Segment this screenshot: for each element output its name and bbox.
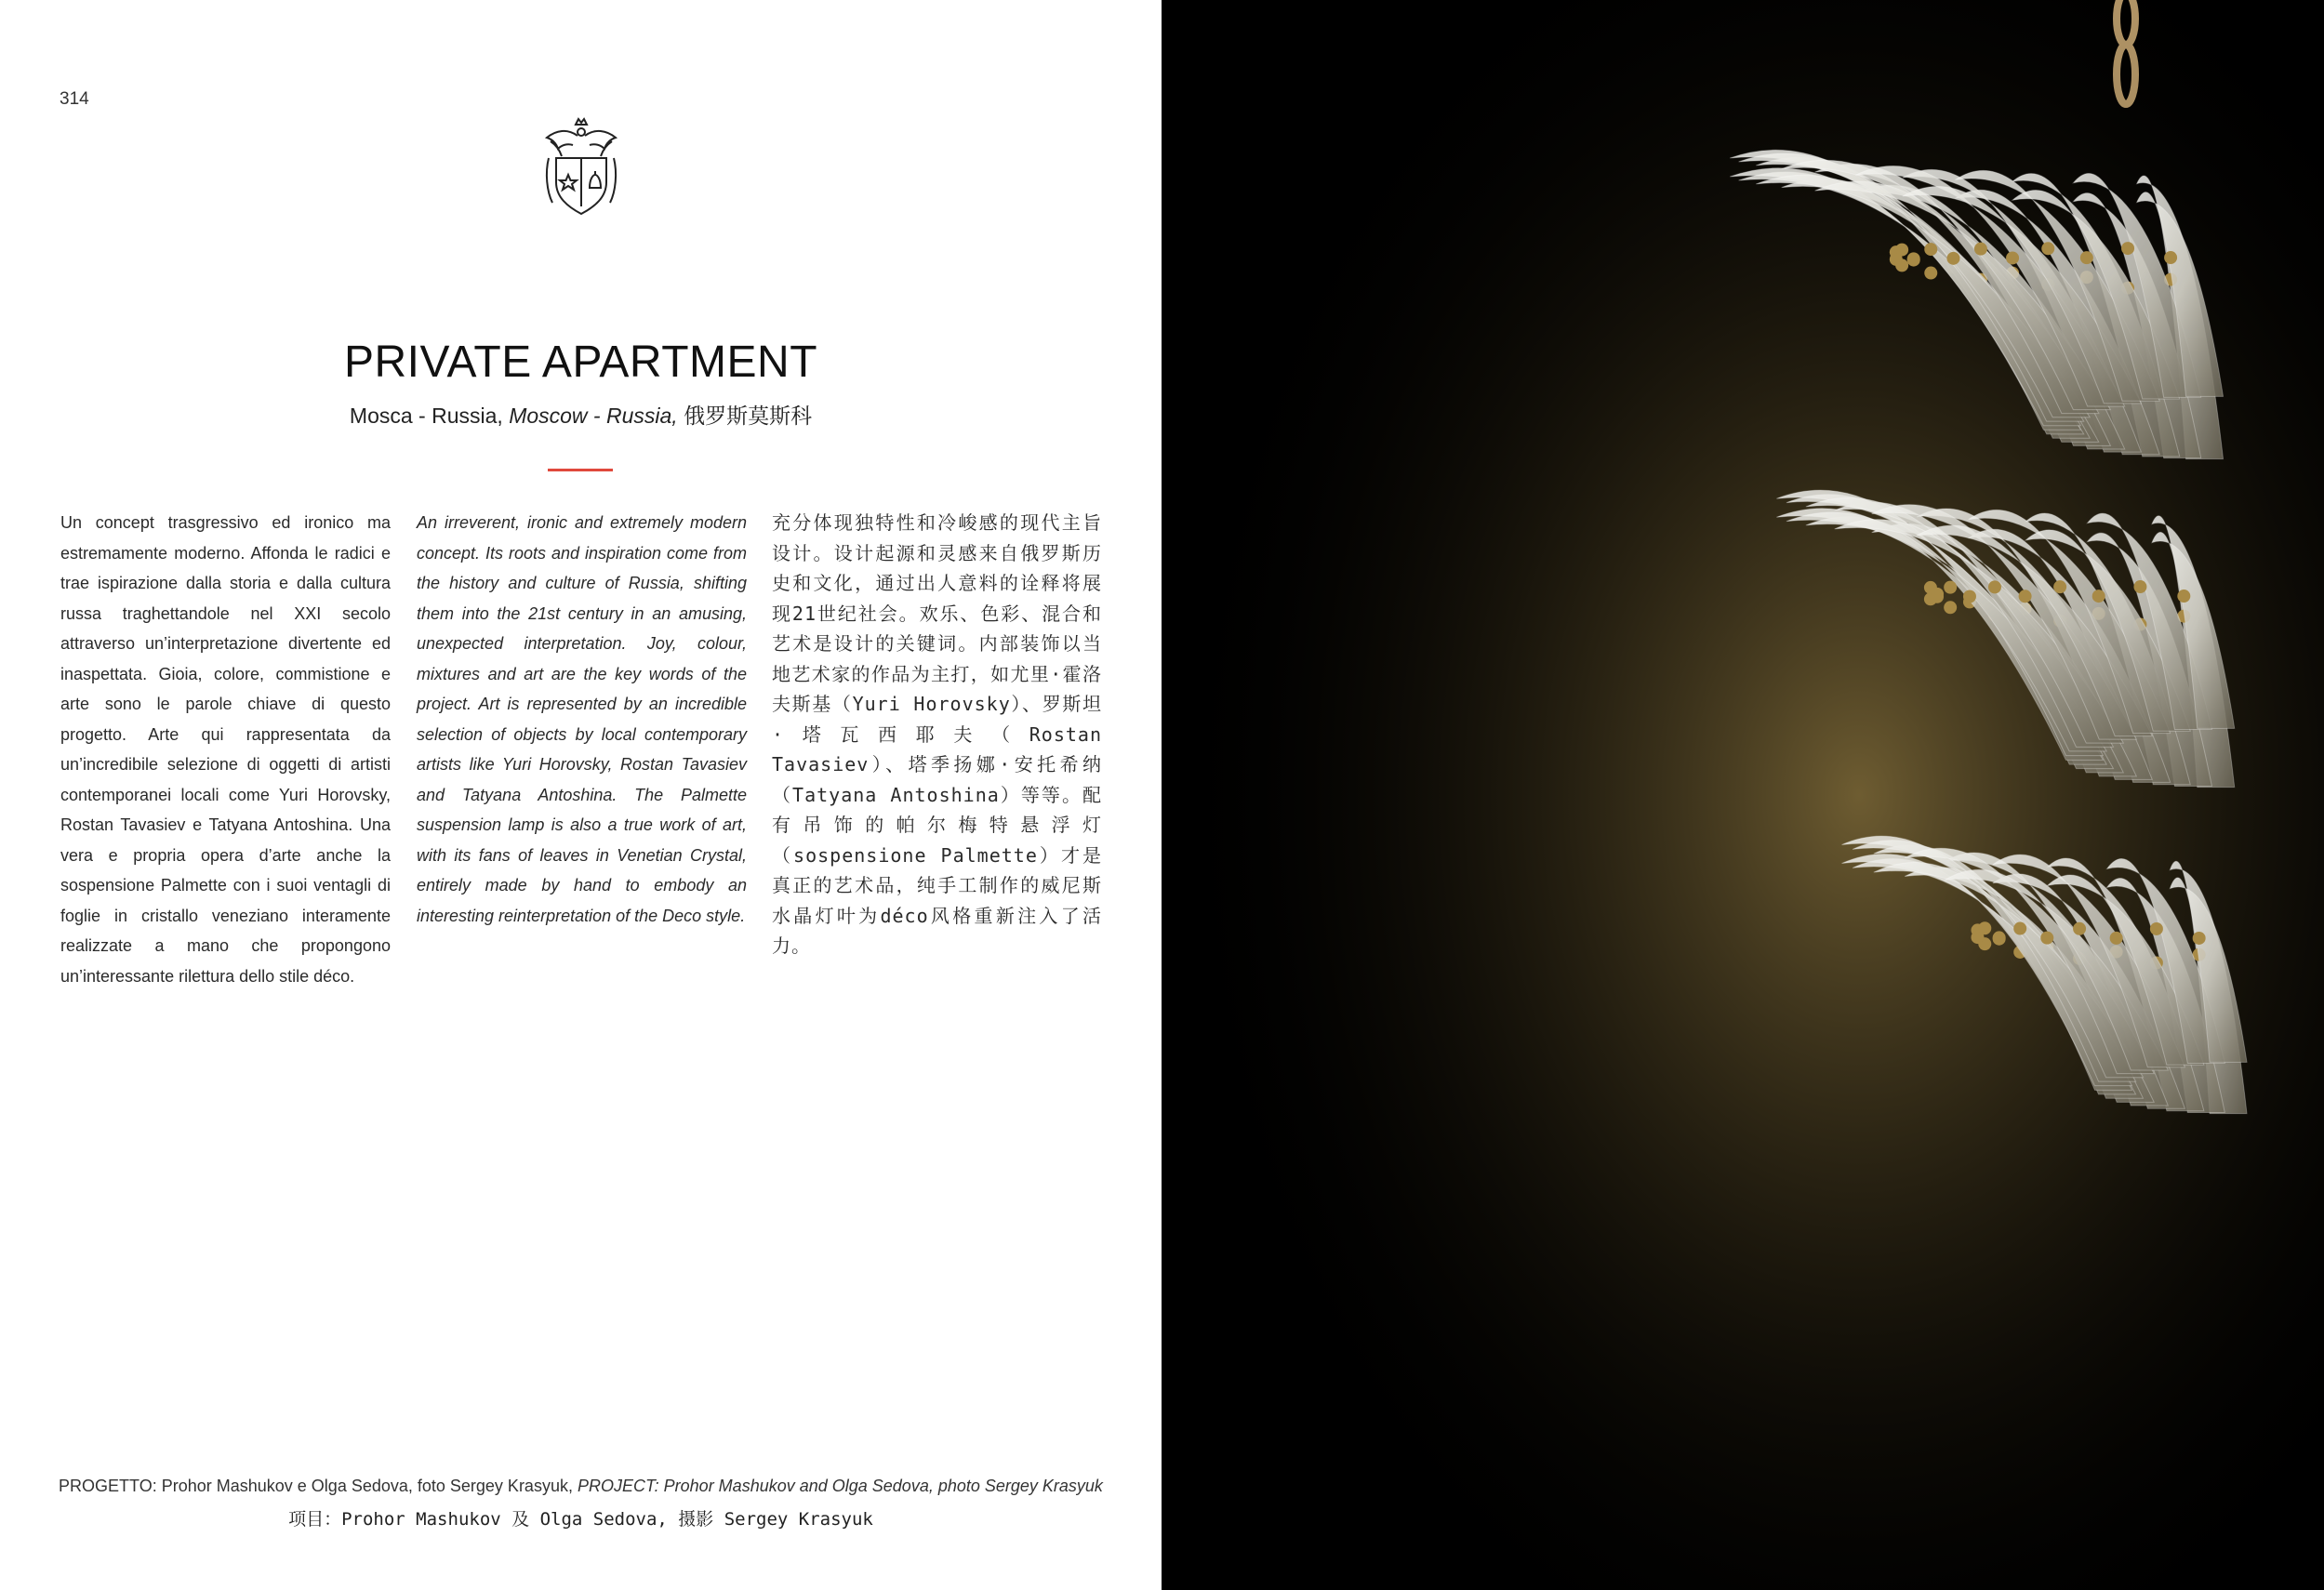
brass-pin [1944, 581, 1957, 594]
brass-pin [1978, 921, 1991, 934]
brass-pin [1946, 252, 1959, 265]
brass-pin [2053, 580, 2066, 593]
brass-pin [1924, 243, 1937, 256]
page-title: PRIVATE APARTMENT [343, 338, 818, 387]
brass-pin [1993, 931, 2006, 944]
brass-pin [2019, 590, 2032, 603]
brass-pin [2006, 251, 2019, 264]
brass-pin [2193, 932, 2206, 945]
brass-pin [2073, 922, 2086, 935]
location-chinese: 俄罗斯莫斯科 [684, 404, 813, 428]
location-italian: Mosca - Russia, [349, 404, 503, 428]
brass-pin [1931, 590, 1944, 603]
brass-pin [2013, 922, 2026, 935]
brass-pin [1895, 244, 1908, 257]
project-credits [0, 1477, 1162, 1496]
brass-pin [1907, 252, 1920, 265]
brass-pin [1944, 601, 1957, 614]
brass-pin [1963, 590, 1976, 603]
brass-pin [2133, 580, 2146, 593]
brass-pin [1988, 580, 2001, 593]
brass-pin [2121, 242, 2134, 255]
eagle-crest-icon [539, 117, 623, 225]
brass-pin [2150, 922, 2163, 935]
brass-pin [2110, 932, 2123, 945]
brass-pin [2177, 590, 2190, 603]
brass-pin [1924, 267, 1937, 280]
brass-pin [1974, 243, 1987, 256]
title-divider [548, 469, 613, 471]
brass-pin [2092, 590, 2105, 603]
chandelier-photo [1162, 0, 2324, 1590]
body-text-italian: Un concept trasgressivo ed ironico ma estremamente moderno. Affonda le radici e trae ispirazione dalla storia e dalla cultura russa traghettandole nel XXI secolo attraverso un’interpretazione divertente ed inaspettata. Gioia, colore, commistione e arte sono le parole chiave di questo progetto. Arte qui rappresentata da un’incredibile selezione di oggetti di artisti contemporanei locali come Yuri Horovsky, Rostan Tavasiev e Tatyana Antoshina. Una vera e propria opera d’arte anche la sospensione Palmette con i suoi ventagli di foglie in cristallo veneziano interamente realizzate a mano che propongono un’interessante rilettura dello stile déco. [60, 513, 391, 986]
body-text-english: An irreverent, ironic and extremely modern concept. Its roots and inspiration come from the history and culture of Russia, shifting them into the 21st century in an amusing, unexpected interpretation. Joy, colour, mixtures and art are the key words of the project. Art is represented by an incredible selection of objects by local contemporary artists like Yuri Horovsky, Rostan Tavasiev and Tatyana Antoshina. The Palmette suspension lamp is also a true work of art, with its fans of leaves in Venetian Crystal, entirely made by hand to embody an interesting reinterpretation of the Deco style. [417, 513, 747, 925]
credits-english: PROJECT: Prohor Mashukov and Olga Sedova, photo Sergey Krasyuk [577, 1477, 1103, 1495]
credits-italian: PROGETTO: Prohor Mashukov e Olga Sedova, foto Sergey Krasyuk, [59, 1477, 573, 1495]
location-subtitle [0, 399, 1162, 430]
right-page [1162, 0, 2324, 1590]
brass-pin [2040, 932, 2053, 945]
credits-chinese: 项目：Prohor Mashukov 及 Olga Sedova, 摄影 Sergey Krasyuk [288, 1509, 873, 1530]
brass-pin [2080, 251, 2093, 264]
location-english: Moscow - Russia, [509, 404, 678, 428]
brass-pin [2041, 242, 2054, 255]
brass-pin [2164, 251, 2177, 264]
page-number: 314 [60, 89, 89, 109]
body-text-chinese: 充分体现独特性和冷峻感的现代主旨设计。设计起源和灵感来自俄罗斯历史和文化，通过出人意料的诠释将展现21世纪社会。欢乐、色彩、混合和艺术是设计的关键词。内部装饰以当地艺术家的作品为主打，如尤里·霍洛夫斯基（Yuri Horovsky）、罗斯坦·塔瓦西耶夫（Rostan Tavasiev）、塔季扬娜·安托希纳（Tatyana Antoshina）等等。配有吊饰的帕尔梅特悬浮灯（sospensione Palmette）才是真正的艺术品，纯手工制作的威尼斯水晶灯叶为déco风格重新注入了活力。 [772, 511, 1102, 957]
